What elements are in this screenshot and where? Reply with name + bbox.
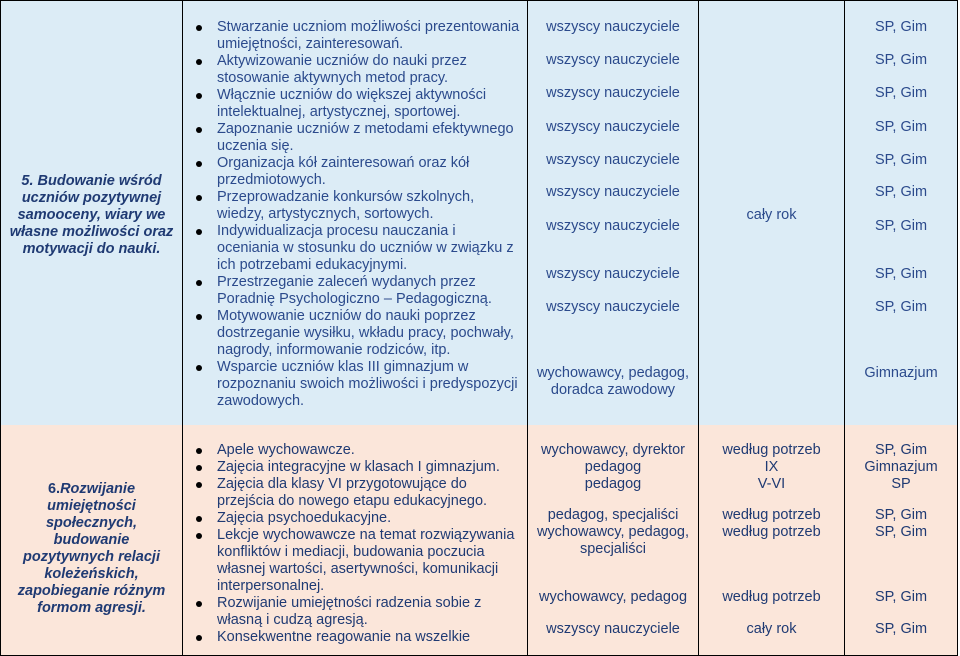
goal-number: 5. [21, 173, 34, 189]
bullet-icon [196, 601, 202, 607]
responsible-entry: wszyscy nauczyciele [546, 52, 680, 68]
bullet-icon [196, 229, 202, 235]
list-item: Zajęcia dla klasy VI przygotowujące do przejścia do nowego etapu edukacyjnego. [193, 476, 521, 510]
task-list [193, 19, 521, 410]
tasks-cell [183, 425, 528, 655]
school-entry: SP, Gim [874, 589, 928, 605]
goal-number: 6. [47, 481, 61, 497]
list-item: Zapoznanie uczniów z metodami efektywnego uczenia się. [193, 121, 521, 155]
bullet-icon [196, 195, 202, 201]
responsible-entry: wychowawcy, pedagog, [536, 524, 690, 540]
list-item: Apele wychowawcze. [193, 442, 521, 459]
school-entry: SP, Gim [874, 299, 928, 315]
responsible-entry: wychowawcy, pedagog, [536, 365, 690, 381]
term-entry: cały rok [746, 207, 797, 223]
list-item: Indywidualizacja procesu nauczania i oceniania w stosunku do uczniów w związku z ich potrzebami edukacyjnymi. [193, 223, 521, 274]
responsible-entry: wszyscy nauczyciele [546, 299, 680, 315]
school-entry: SP, Gim [874, 524, 928, 540]
term-cell [699, 425, 845, 655]
term-entry: cały rok [746, 621, 797, 637]
responsible-entry: wychowawcy, pedagog [538, 589, 688, 605]
term-entry: według potrzeb [722, 442, 821, 458]
bullet-icon [196, 93, 202, 99]
term-entry: IX [764, 459, 779, 475]
term-entry: V-VI [757, 476, 786, 492]
responsible-entry: pedagog [584, 459, 642, 475]
school-entry: SP, Gim [874, 621, 928, 637]
responsible-entry: wszyscy nauczyciele [546, 85, 680, 101]
list-item: Lekcje wychowawcze na temat rozwiązywania konfliktów i mediacji, budowania poczucia własnej wartości, asertywności, komunikacji interpersonalnej. [193, 527, 521, 595]
school-entry: SP, Gim [874, 152, 928, 168]
school-entry: SP, Gim [874, 507, 928, 523]
list-item: Wsparcie uczniów klas III gimnazjum w rozpoznaniu swoich możliwości i predyspozycji zawodowych. [193, 359, 521, 410]
bullet-icon [196, 365, 202, 371]
school-entry: Gimnazjum [864, 365, 938, 381]
school-cell [845, 425, 957, 655]
table-row-goal-6 [0, 425, 958, 656]
bullet-icon [196, 516, 202, 522]
list-item: Aktywizowanie uczniów do nauki przez stosowanie aktywnych metod pracy. [193, 53, 521, 87]
school-entry: SP, Gim [874, 184, 928, 200]
bullet-icon [196, 127, 202, 133]
list-item: Zajęcia psychoedukacyjne. [193, 510, 521, 527]
responsible-entry: doradca zawodowy [550, 382, 676, 398]
responsible-entry: wszyscy nauczyciele [546, 218, 680, 234]
responsible-entry: pedagog [584, 476, 642, 492]
goal-cell [1, 425, 183, 655]
term-cell [699, 1, 845, 425]
responsible-entry: specjaliści [579, 541, 647, 557]
task-list [193, 442, 521, 646]
list-item: Zajęcia integracyjne w klasach I gimnazjum. [193, 459, 521, 476]
term-entry: według potrzeb [722, 589, 821, 605]
school-entry: SP, Gim [874, 266, 928, 282]
goal-text [7, 173, 176, 258]
bullet-icon [196, 482, 202, 488]
goal-text [7, 481, 176, 617]
school-entry: SP, Gim [874, 119, 928, 135]
responsible-entry: pedagog, specjaliści [547, 507, 679, 523]
bullet-icon [196, 533, 202, 539]
term-entry: według potrzeb [722, 507, 821, 523]
responsible-entry: wszyscy nauczyciele [546, 119, 680, 135]
bullet-icon [196, 635, 202, 641]
school-entry: SP [891, 476, 911, 492]
goal-description: Budowanie wśród uczniów pozytywnej samooceny, wiary we własne możliwości oraz motywacji do nauki. [9, 173, 174, 257]
responsible-cell [528, 425, 699, 655]
school-entry: SP, Gim [874, 85, 928, 101]
school-entry: SP, Gim [874, 19, 928, 35]
responsible-entry: wszyscy nauczyciele [546, 19, 680, 35]
goal-description: Rozwijanie umiejętności społecznych, budowanie pozytywnych relacji koleżeńskich, zapobieganie różnym formom agresji. [17, 481, 166, 616]
list-item: Rozwijanie umiejętności radzenia sobie z własną i cudzą agresją. [193, 595, 521, 629]
bullet-icon [196, 59, 202, 65]
school-entry: SP, Gim [874, 442, 928, 458]
list-item: Włącznie uczniów do większej aktywności intelektualnej, artystycznej, sportowej. [193, 87, 521, 121]
list-item: Konsekwentne reagowanie na wszelkie [193, 629, 521, 646]
list-item: Motywowanie uczniów do nauki poprzez dostrzeganie wysiłku, wkładu pracy, pochwały, nagrody, informowanie rodziców, itp. [193, 308, 521, 359]
bullet-icon [196, 465, 202, 471]
responsible-entry: wszyscy nauczyciele [546, 152, 680, 168]
bullet-icon [196, 448, 202, 454]
school-entry: Gimnazjum [864, 459, 938, 475]
bullet-icon [196, 280, 202, 286]
school-entry: SP, Gim [874, 218, 928, 234]
bullet-icon [196, 161, 202, 167]
responsible-entry: wychowawcy, dyrektor [541, 442, 685, 458]
tasks-cell [183, 1, 528, 425]
responsible-cell [528, 1, 699, 425]
school-entry: SP, Gim [874, 52, 928, 68]
bullet-icon [196, 25, 202, 31]
list-item: Stwarzanie uczniom możliwości prezentowania umiejętności, zainteresowań. [193, 19, 521, 53]
school-cell [845, 1, 957, 425]
responsible-entry: wszyscy nauczyciele [546, 266, 680, 282]
list-item: Organizacja kół zainteresowań oraz kół przedmiotowych. [193, 155, 521, 189]
term-entry: według potrzeb [722, 524, 821, 540]
goal-cell [1, 1, 183, 425]
responsible-entry: wszyscy nauczyciele [546, 184, 680, 200]
responsible-entry: wszyscy nauczyciele [546, 621, 680, 637]
list-item: Przeprowadzanie konkursów szkolnych, wiedzy, artystycznych, sortowych. [193, 189, 521, 223]
bullet-icon [196, 314, 202, 320]
list-item: Przestrzeganie zaleceń wydanych przez Poradnię Psychologiczno – Pedagogiczną. [193, 274, 521, 308]
